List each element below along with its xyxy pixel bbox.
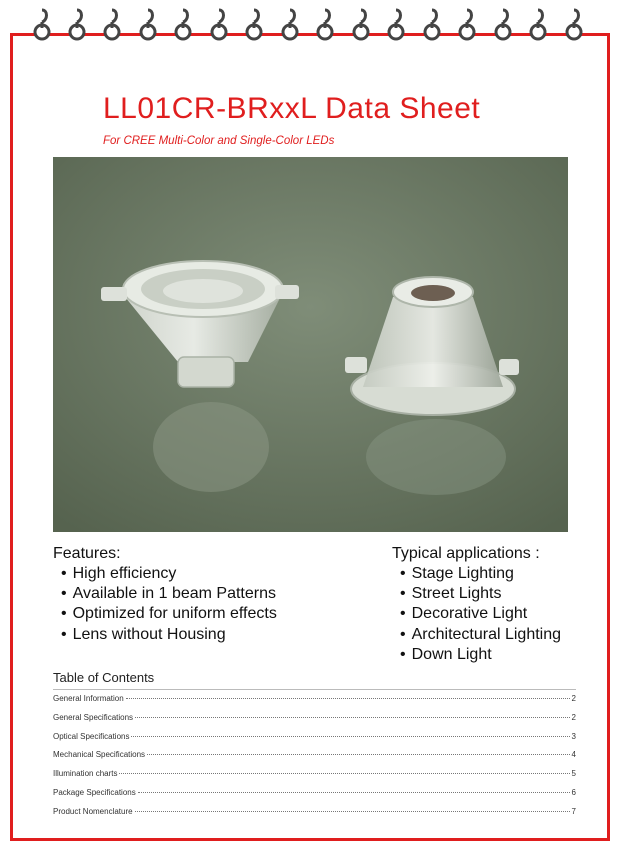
toc-entry-label: Package Specifications xyxy=(53,787,136,797)
binder-ring-icon xyxy=(207,6,231,46)
document-title: LL01CR-BRxxL Data Sheet xyxy=(103,92,481,125)
binder-ring-icon xyxy=(65,6,89,46)
toc-entry-label: Optical Specifications xyxy=(53,731,130,741)
toc-leader-dots xyxy=(126,698,570,699)
table-of-contents xyxy=(53,694,576,826)
list-item: • Street Lights xyxy=(392,584,561,604)
features-section xyxy=(53,544,277,645)
binder-ring-icon xyxy=(562,6,586,46)
toc-entry[interactable] xyxy=(53,694,576,713)
binder-ring-icon xyxy=(30,6,54,46)
binder-ring-icon xyxy=(526,6,550,46)
list-item: • Lens without Housing xyxy=(53,625,277,645)
binder-ring-icon xyxy=(313,6,337,46)
toc-leader-dots xyxy=(135,811,570,812)
toc-leader-dots xyxy=(138,792,570,793)
toc-entry-page: 3 xyxy=(571,731,576,741)
toc-heading: Table of Contents xyxy=(53,670,155,685)
binder-ring-icon xyxy=(136,6,160,46)
product-photo xyxy=(53,157,568,532)
binder-ring-icon xyxy=(171,6,195,46)
toc-entry-label: Mechanical Specifications xyxy=(53,750,146,760)
toc-leader-dots xyxy=(135,717,570,718)
toc-divider xyxy=(53,689,576,690)
toc-entry[interactable] xyxy=(53,732,576,751)
document-subtitle: For CREE Multi-Color and Single-Color LEDs xyxy=(103,135,335,147)
binder-ring-icon xyxy=(100,6,124,46)
binder-ring-icon xyxy=(420,6,444,46)
toc-entry-page: 2 xyxy=(571,712,576,722)
features-heading: Features: xyxy=(53,545,121,562)
toc-entry-label: General Information xyxy=(53,694,124,703)
applications-heading: Typical applications : xyxy=(392,545,540,562)
list-item: • Architectural Lighting xyxy=(392,625,561,645)
list-item: • Available in 1 beam Patterns xyxy=(53,584,277,604)
toc-entry[interactable] xyxy=(53,713,576,732)
toc-entry-page: 6 xyxy=(571,787,576,797)
binder-ring-icon xyxy=(278,6,302,46)
toc-entry-label: General Specifications xyxy=(53,712,134,722)
toc-entry[interactable] xyxy=(53,769,576,788)
toc-leader-dots xyxy=(119,773,569,774)
binder-ring-icon xyxy=(242,6,266,46)
toc-leader-dots xyxy=(131,736,569,737)
applications-section xyxy=(392,544,561,665)
list-item: • Stage Lighting xyxy=(392,564,561,584)
list-item: • High efficiency xyxy=(53,564,277,584)
list-item: • Decorative Light xyxy=(392,604,561,624)
list-item: • Optimized for uniform effects xyxy=(53,604,277,624)
list-item: • Down Light xyxy=(392,645,561,665)
binder-ring-icon xyxy=(384,6,408,46)
toc-entry-label: Product Nomenclature xyxy=(53,806,133,816)
binder-ring-icon xyxy=(349,6,373,46)
toc-entry-page: 5 xyxy=(571,769,576,779)
toc-leader-dots xyxy=(147,754,570,755)
toc-entry-page: 2 xyxy=(571,694,576,703)
toc-entry-label: Illumination charts xyxy=(53,769,118,779)
applications-list xyxy=(392,564,561,665)
toc-entry[interactable] xyxy=(53,788,576,807)
toc-entry-page: 4 xyxy=(571,750,576,760)
toc-entry-page: 7 xyxy=(571,806,576,816)
toc-entry[interactable] xyxy=(53,750,576,769)
toc-entry[interactable] xyxy=(53,807,576,826)
binder-ring-icon xyxy=(491,6,515,46)
features-list xyxy=(53,564,277,645)
binder-ring-icon xyxy=(455,6,479,46)
